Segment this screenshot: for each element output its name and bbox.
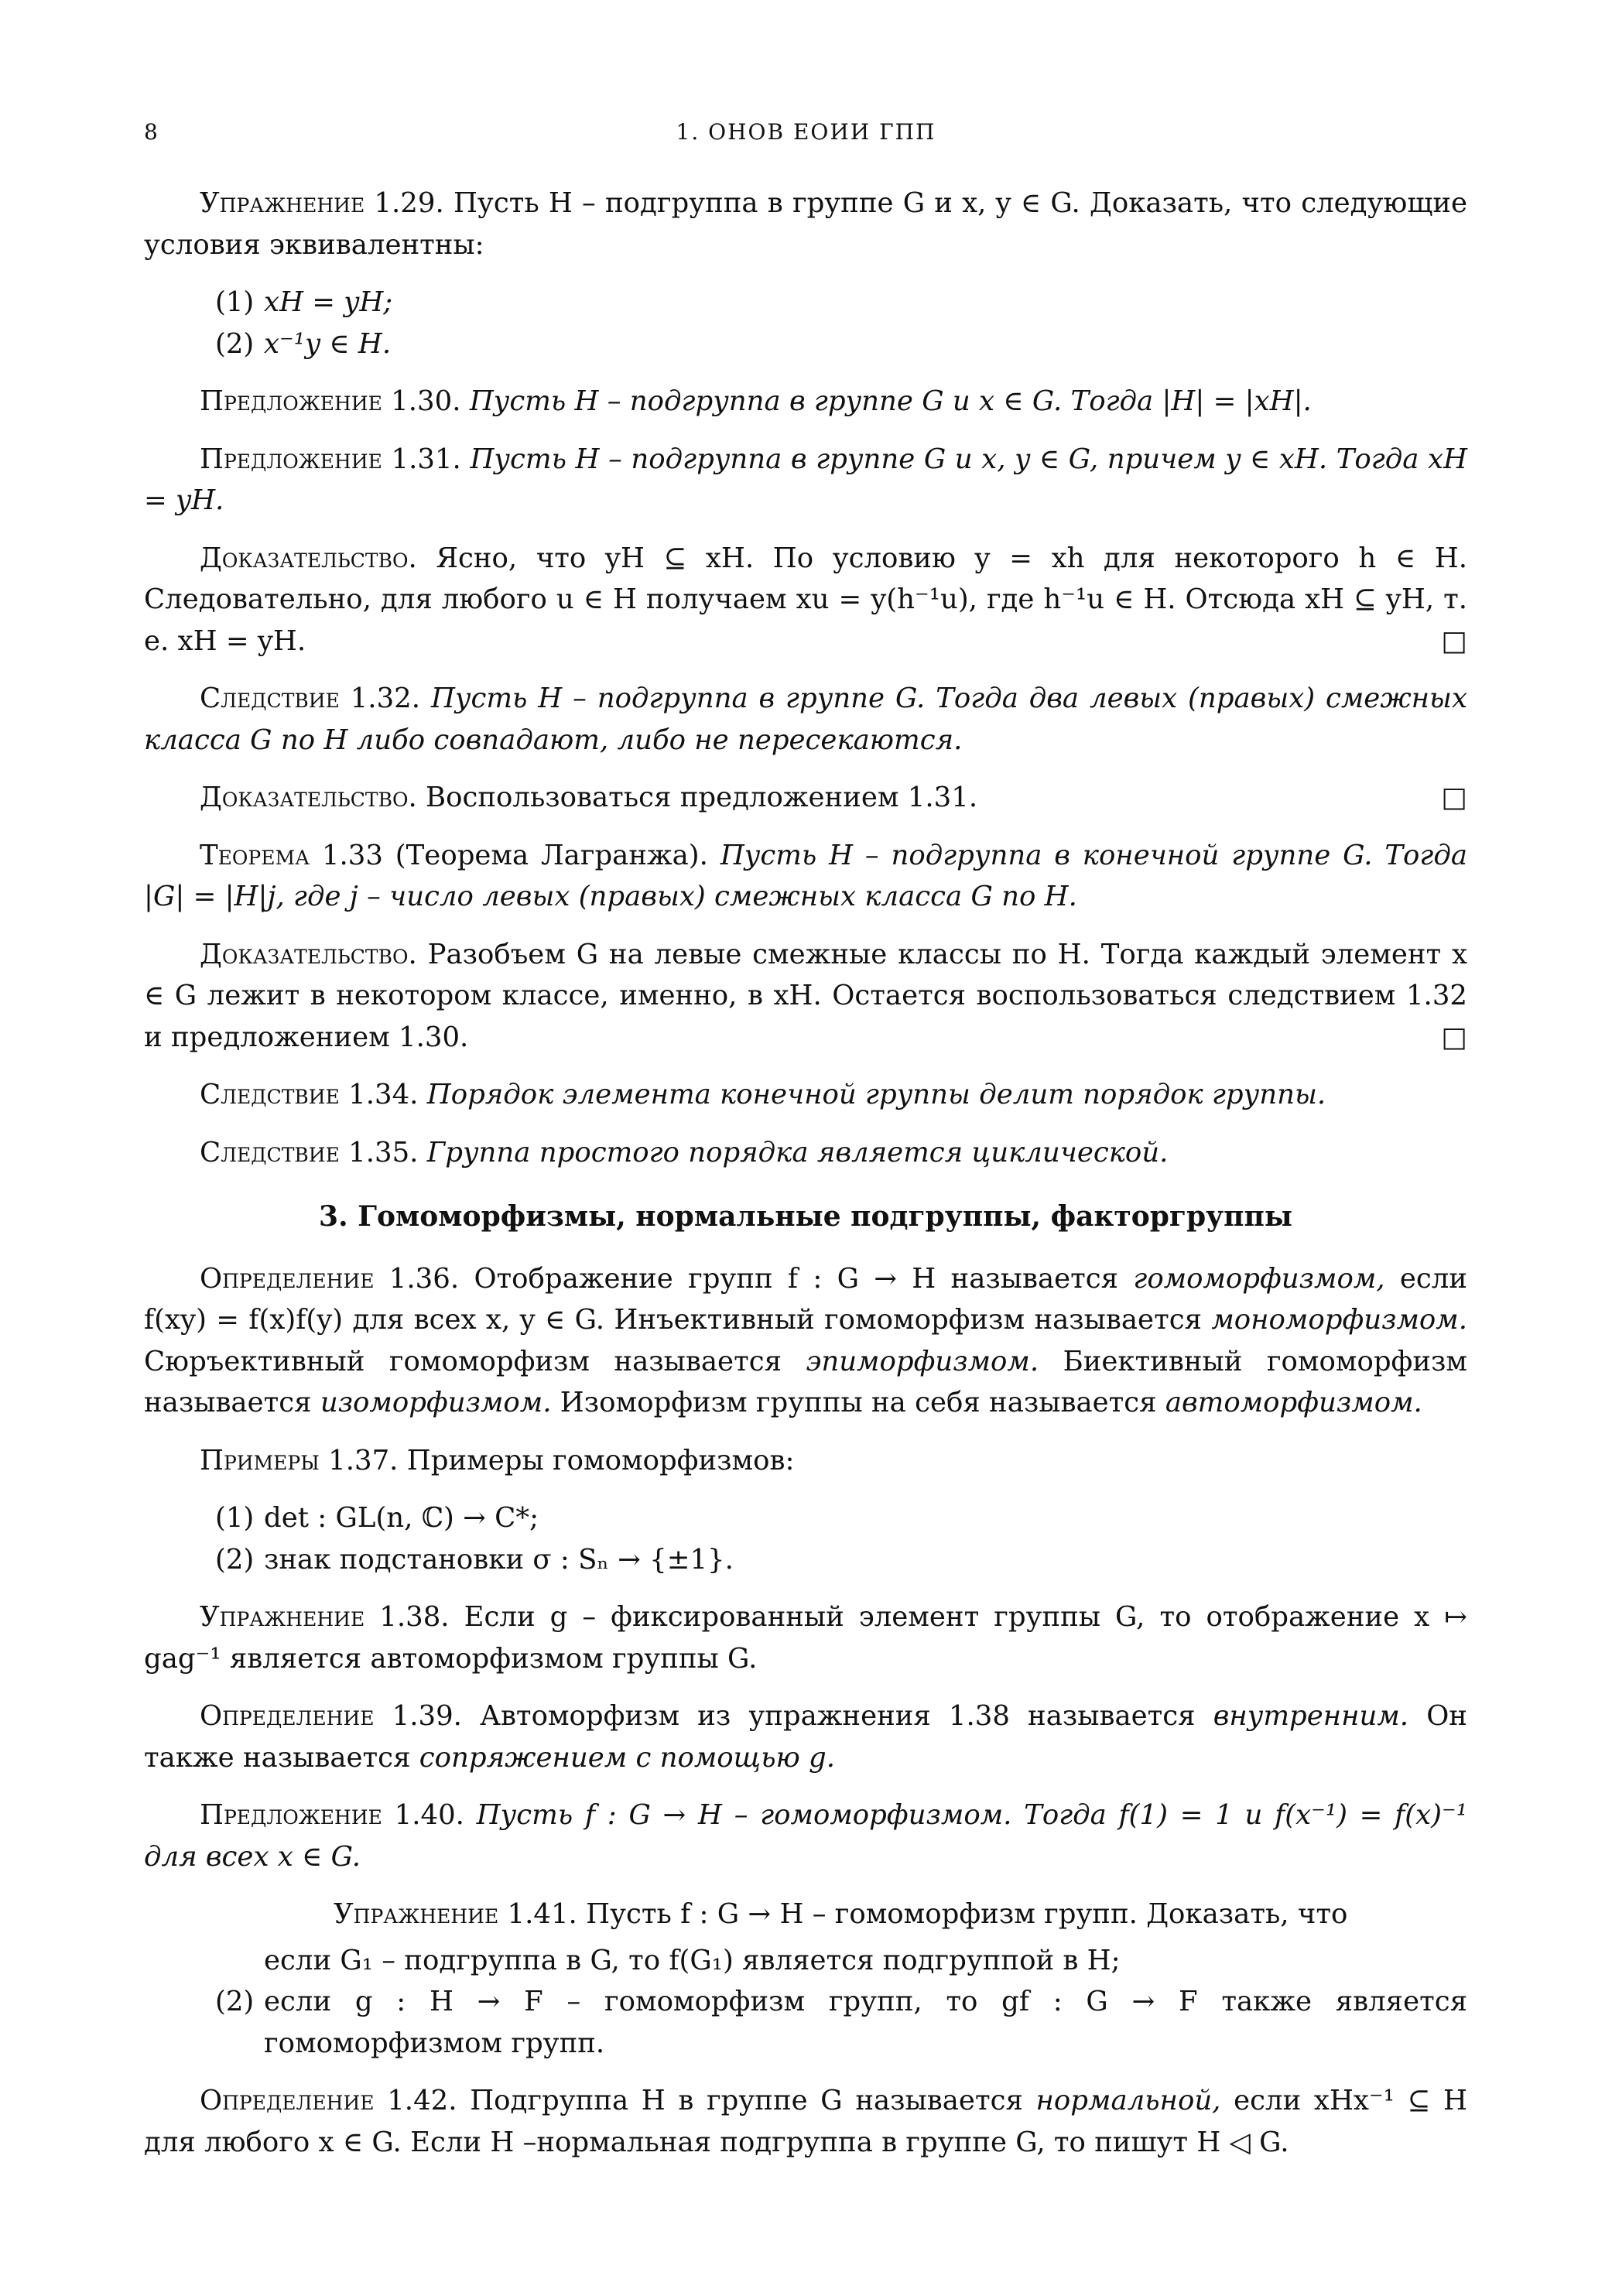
corollary-1-34 bbox=[144, 1074, 1467, 1116]
examples-1-37 bbox=[144, 1440, 1467, 1482]
item-text: если G₁ – подгруппа в G, то f(G₁) является подгруппой в H; bbox=[264, 1944, 1121, 1976]
label: Упражнение 1.29. bbox=[200, 187, 444, 219]
item-num: (2) bbox=[215, 327, 255, 360]
item-text: det : GL(n, ℂ) → C*; bbox=[264, 1502, 539, 1534]
label: Предложение 1.40. bbox=[200, 1799, 464, 1831]
term: сопряжением с помощью g. bbox=[419, 1741, 836, 1774]
label: Предложение 1.30. bbox=[200, 385, 461, 417]
text: Пусть H – подгруппа в группе G. Тогда два левых (правых) смежных класса G по H либо совпадают, либо не пересекаются. bbox=[144, 683, 1467, 756]
exercise-1-41 bbox=[334, 1894, 1467, 1935]
definition-1-36 bbox=[144, 1258, 1467, 1424]
corollary-1-32 bbox=[144, 678, 1467, 761]
text: Пусть H – подгруппа в конечной группе G. Тогда |G| = |H|j, где j – число левых (правых) смежных класса G по H. bbox=[144, 839, 1467, 912]
page-body bbox=[144, 183, 1467, 2179]
list-item bbox=[144, 1497, 1467, 1539]
list-item bbox=[144, 1981, 1467, 2064]
text: Разобъем G на левые смежные классы по H. Тогда каждый элемент x ∈ G лежит в некотором классе, именно, в xH. Остается воспользоваться следствием 1.32 и предложением 1.30. bbox=[144, 938, 1467, 1053]
exercise-1-38 bbox=[144, 1596, 1467, 1679]
list-item bbox=[144, 323, 1467, 365]
list-1-29 bbox=[144, 282, 1467, 364]
proof-1-32 bbox=[144, 777, 1467, 819]
proposition-1-31 bbox=[144, 439, 1467, 522]
item-text: x⁻¹y ∈ H. bbox=[264, 327, 392, 360]
text: Пусть f : G → H – гомоморфизмом. Тогда f(1) = 1 и f(x⁻¹) = f(x)⁻¹ для всех x ∈ G. bbox=[144, 1799, 1467, 1873]
corollary-1-35 bbox=[144, 1132, 1467, 1174]
label: Следствие 1.32. bbox=[200, 683, 421, 714]
text: Пусть f : G → H – гомоморфизм групп. Доказать, что bbox=[586, 1898, 1348, 1930]
text: Изоморфизм группы на себя называется bbox=[560, 1387, 1157, 1418]
label: Определение 1.39. bbox=[200, 1700, 462, 1732]
term: изоморфизмом. bbox=[320, 1387, 552, 1418]
item-num: (1) bbox=[215, 286, 255, 318]
label: Следствие 1.35. bbox=[200, 1136, 419, 1169]
definition-1-42 bbox=[144, 2080, 1467, 2163]
qed-symbol: □ bbox=[1441, 624, 1467, 657]
item-text: xH = yH; bbox=[264, 286, 393, 318]
text: Порядок элемента конечной группы делит порядок группы. bbox=[426, 1079, 1326, 1110]
item-text: если g : H → F – гомоморфизм групп, то gf : G → F также является гомоморфизмом групп. bbox=[264, 1986, 1467, 2059]
term: эпиморфизмом. bbox=[806, 1345, 1039, 1377]
label: Доказательство. bbox=[200, 782, 417, 813]
proof-1-31 bbox=[144, 538, 1467, 662]
page-number: 8 bbox=[144, 119, 158, 145]
qed-symbol: □ bbox=[1441, 782, 1467, 813]
list-item bbox=[144, 1539, 1467, 1581]
label: Определение 1.36. bbox=[200, 1262, 460, 1295]
text: Он также называется bbox=[144, 1700, 1467, 1774]
theorem-1-33 bbox=[144, 835, 1467, 918]
text: Примеры гомоморфизмов: bbox=[406, 1444, 795, 1476]
term: автоморфизмом. bbox=[1165, 1387, 1422, 1418]
label: Доказательство. bbox=[200, 938, 417, 970]
proof-1-33 bbox=[144, 934, 1467, 1059]
exercise-1-29 bbox=[144, 183, 1467, 265]
text: Пусть H – подгруппа в группе G и x ∈ G. Тогда |H| = |xH|. bbox=[469, 385, 1312, 417]
list-item bbox=[144, 1940, 1467, 1982]
text: Пусть H – подгруппа в группе G и x, y ∈ G. Доказать, что следующие условия эквивалентны: bbox=[144, 187, 1468, 261]
term: гомоморфизмом, bbox=[1133, 1262, 1385, 1295]
term: внутренним. bbox=[1213, 1700, 1409, 1732]
theorem-name: (Теорема Лагранжа). bbox=[395, 839, 708, 871]
list-1-37 bbox=[144, 1497, 1467, 1580]
label: Предложение 1.31. bbox=[200, 443, 461, 475]
label: Определение 1.42. bbox=[200, 2085, 457, 2116]
proposition-1-30 bbox=[144, 381, 1467, 423]
list-1-41 bbox=[144, 1940, 1467, 2065]
item-num: (1) bbox=[215, 1502, 255, 1534]
text: Группа простого порядка является циклической. bbox=[426, 1136, 1169, 1169]
label: Упражнение 1.41. bbox=[334, 1898, 577, 1930]
text: Пусть H – подгруппа в группе G и x, y ∈ G, причем y ∈ xH. Тогда xH = yH. bbox=[144, 443, 1467, 516]
label: Упражнение 1.38. bbox=[200, 1601, 450, 1633]
term: нормальной, bbox=[1035, 2085, 1221, 2116]
text: Отображение групп f : G → H называется bbox=[474, 1262, 1119, 1295]
proposition-1-40 bbox=[144, 1795, 1467, 1877]
text: Автоморфизм из упражнения 1.38 называется bbox=[480, 1700, 1196, 1732]
term: мономорфизмом. bbox=[1211, 1304, 1467, 1336]
text: Ясно, что yH ⊆ xH. По условию y = xh для некоторого h ∈ H. Следовательно, для любого u ∈ H получаем xu = y(h⁻¹u), где h⁻¹u ∈ H. Отсюда xH ⊆ yH, т. е. xH = yH. bbox=[144, 542, 1467, 657]
text: если xHx⁻¹ ⊆ H для любого x ∈ G. Если H –нормальная подгруппа в группе G, то пишут H ◁ G. bbox=[144, 2085, 1467, 2158]
label: Примеры 1.37. bbox=[200, 1444, 399, 1476]
qed-symbol: □ bbox=[1441, 1021, 1467, 1053]
text: Подгруппа H в группе G называется bbox=[470, 2085, 1023, 2116]
item-num: (2) bbox=[215, 1986, 255, 2017]
text: Если g – фиксированный элемент группы G, то отображение x ↦ gag⁻¹ является автоморфизмом группы G. bbox=[144, 1601, 1467, 1675]
label: Следствие 1.34. bbox=[200, 1079, 419, 1110]
item-text: знак подстановки σ : Sₙ → {±1}. bbox=[264, 1543, 734, 1576]
section-title: 3. Гомоморфизмы, нормальные подгруппы, факторгруппы bbox=[319, 1200, 1292, 1233]
label: Теорема 1.33 bbox=[200, 839, 383, 871]
running-title: 1. ОНОВ ЕОИИ ГПП bbox=[676, 119, 936, 145]
text: Биективный гомоморфизм называется bbox=[144, 1345, 1467, 1418]
definition-1-39 bbox=[144, 1695, 1467, 1778]
text: Сюръективный гомоморфизм называется bbox=[144, 1345, 782, 1377]
list-item bbox=[144, 282, 1467, 323]
item-num: (2) bbox=[215, 1543, 255, 1576]
text: Воспользоваться предложением 1.31. bbox=[426, 782, 978, 813]
exercise-1-41-block bbox=[144, 1894, 1467, 1935]
label: Доказательство. bbox=[200, 542, 417, 574]
text: если f(xy) = f(x)f(y) для всех x, y ∈ G. Инъективный гомоморфизм называется bbox=[144, 1262, 1467, 1336]
